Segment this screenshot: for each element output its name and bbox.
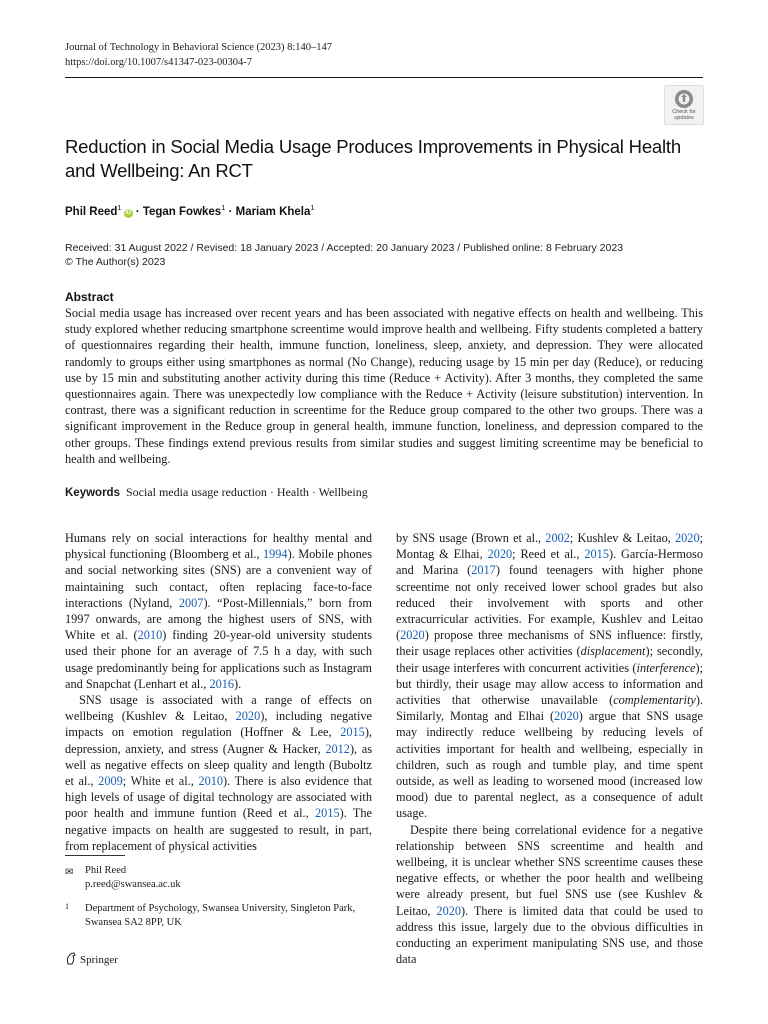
text-run: ; Montag & Elhai, bbox=[396, 531, 704, 562]
badge-line2: updates bbox=[674, 115, 694, 121]
history-dates: Received: 31 August 2022 / Revised: 18 January 2023 / Accepted: 20 January 2023 / Published online: 8 February 2023 bbox=[65, 242, 624, 254]
copyright: © The Author(s) 2023 bbox=[65, 256, 166, 268]
author-list bbox=[65, 203, 315, 218]
author-2-affiliation: 1 bbox=[221, 203, 226, 212]
envelope-icon: ✉ bbox=[65, 867, 74, 878]
journal-citation: Journal of Technology in Behavioral Science (2023) 8:140–147 bbox=[65, 42, 333, 53]
citation-link[interactable]: 2009 bbox=[98, 774, 123, 789]
citation-link[interactable]: 1994 bbox=[262, 547, 288, 562]
journal-header bbox=[65, 40, 332, 70]
text-run: ). bbox=[234, 676, 242, 691]
author-3[interactable]: Mariam Khela bbox=[235, 205, 311, 218]
corresponding-author bbox=[65, 864, 181, 891]
body-column-right bbox=[396, 530, 703, 967]
header-rule bbox=[65, 77, 703, 78]
abstract-text: Social media usage has increased over recent years and has been associated with negative effects on health and wellbeing. This study explored whether reducing smartphone screentime would improve health and wellbeing. Fifty students completed a battery of questionnaires regarding their health, immune function, loneliness, sleep, anxiety, and depression. They were allocated randomly to groups either using smartphones as normal (No Change), reducing usage by 15 min per day (Reduce), or reducing use by 15 min and substituting another activity during this time (Reduce + Activity). After 3 months, they completed the same questionnaires again. There was unexpectedly low compliance with the Reduce + Activity (leisure substitution) intervention. In contrast, there was a significant reduction in screentime for the Reduce group compared to the other two groups. There was a significant improvement in the Reduce group in general health, immune function, loneliness, and depression compared to the other groups. These findings extend previous results from similar studies and suggest limiting screentime may be beneficial to health and wellbeing. bbox=[65, 306, 703, 466]
citation-link[interactable]: 2020 bbox=[235, 709, 261, 724]
keywords-list: Social media usage reduction · Health · Wellbeing bbox=[125, 485, 368, 499]
contact-name: Phil Reed bbox=[85, 865, 127, 876]
text-run: ; Reed et al., bbox=[512, 547, 585, 562]
badge-line1: Check for bbox=[672, 109, 696, 115]
springer-horse-icon bbox=[65, 952, 77, 965]
author-2[interactable]: Tegan Fowkes bbox=[142, 205, 222, 218]
citation-link[interactable]: 2007 bbox=[178, 595, 204, 610]
author-1-affiliation: 1 bbox=[117, 203, 122, 212]
affiliation-number: 1 bbox=[65, 902, 69, 911]
keywords bbox=[65, 485, 368, 500]
publisher-name: Springer bbox=[80, 954, 118, 966]
text-run: ), including negative impacts on emotion regulation (Hoffner & Lee, bbox=[65, 709, 372, 740]
doi-link[interactable]: https://doi.org/10.1007/s41347-023-00304-7 bbox=[65, 57, 253, 68]
body-paragraph bbox=[65, 530, 372, 692]
text-run: ). Similarly, Montag and Elhai ( bbox=[396, 693, 703, 724]
text-run: ), depression, anxiety, and stress (Augner & Hacker, bbox=[65, 725, 372, 756]
text-run: ); but thirdly, their usage may allow access to information and activities that otherwise unavailable ( bbox=[396, 660, 703, 708]
orcid-icon[interactable]: iD bbox=[125, 209, 132, 216]
citation-link[interactable]: 2015 bbox=[315, 806, 340, 821]
text-run: ). Mobile phones and social networking sites (SNS) are a convenient way of maintaining such contact, often replacing face-to-face interactions (Nyland, bbox=[65, 547, 372, 610]
text-run: ). The negative impacts on health are suggested to result, in part, from replacement of physical activities bbox=[65, 806, 372, 853]
citation-link[interactable]: 2012 bbox=[325, 741, 350, 756]
emphasis-term: interference bbox=[636, 660, 696, 675]
check-for-updates-badge[interactable] bbox=[664, 85, 704, 125]
body-paragraph bbox=[65, 692, 372, 854]
author-separator: · bbox=[225, 205, 236, 218]
citation-link[interactable]: 2020 bbox=[675, 531, 700, 545]
citation-link[interactable]: 2020 bbox=[436, 903, 462, 918]
text-run: ). “Post-Millennials,” born from 1997 onwards, are among the highest users of SNS, with White et al. ( bbox=[65, 595, 372, 643]
text-run: SNS usage is associated with a range of effects on wellbeing (Kushlev & Leitao, bbox=[65, 693, 372, 724]
text-run: Humans rely on social interactions for healthy mental and physical functioning (Bloomberg et al., bbox=[65, 531, 372, 562]
body-paragraph bbox=[396, 530, 703, 822]
affiliation-text: Department of Psychology, Swansea University, Singleton Park, Swansea SA2 8PP, UK bbox=[85, 903, 356, 928]
check-for-updates-icon bbox=[674, 89, 694, 109]
author-3-affiliation: 1 bbox=[310, 203, 315, 212]
text-run: ). There is also evidence that high levels of usage of digital technology are associated with poor health and immune funtion (Reed et al., bbox=[65, 774, 372, 821]
paper-title: Reduction in Social Media Usage Produces Improvements in Physical Health and Wellbeing: An RCT bbox=[65, 136, 681, 181]
affiliation bbox=[65, 902, 365, 929]
citation-link[interactable]: 2010 bbox=[198, 774, 224, 789]
text-run: ) found teenagers with higher phone screentime not only received lower school grades but also reduced their involvement with sports and other extracurricular activities. For example, Kushlev and Leitao ( bbox=[396, 563, 703, 643]
text-run: ). García-Hermoso and Marina ( bbox=[396, 547, 703, 578]
keywords-label: Keywords bbox=[65, 487, 120, 499]
text-run: ) argue that SNS usage may indirectly reduce wellbeing by reducing levels of activities important for health and wellbeing, especially in children, such as rough and tumble play, and time spent outside, as well as leading to worsened mood (increased low mood) due to parental neglect, as a consequence of adult usage. bbox=[396, 709, 703, 821]
author-1[interactable]: Phil Reed bbox=[65, 205, 118, 218]
text-run: ; White et al., bbox=[122, 774, 199, 789]
citation-link[interactable]: 2015 bbox=[584, 547, 609, 562]
body-paragraph bbox=[396, 822, 703, 968]
author-separator: · bbox=[132, 205, 143, 218]
text-run: ); secondly, their usage interferes with concurrent activities ( bbox=[396, 644, 703, 675]
citation-link[interactable]: 2020 bbox=[487, 547, 513, 562]
abstract-heading: Abstract bbox=[65, 290, 114, 304]
text-run: ) finding 20-year-old university students used their phone for an average of 7.5 h a day, with such usage predominantly being for applications such as Instagram and Snapchat (Lenhart et al., bbox=[65, 628, 373, 691]
emphasis-term: displacement bbox=[580, 644, 646, 659]
text-run: by SNS usage (Brown et al., bbox=[396, 531, 546, 545]
citation-link[interactable]: 2017 bbox=[471, 563, 496, 578]
body-column-left bbox=[65, 530, 372, 854]
citation-link[interactable]: 2002 bbox=[545, 531, 570, 545]
text-run: ; Kushlev & Leitao, bbox=[569, 531, 675, 545]
text-run: ), as well as negative effects on sleep quality and length (Buboltz et al., bbox=[65, 741, 372, 789]
citation-link[interactable]: 2020 bbox=[554, 709, 579, 724]
footnote-rule bbox=[65, 855, 125, 856]
publisher-logo bbox=[65, 952, 118, 966]
text-run: Despite there being correlational evidence for a negative relationship between SNS screentime and health and wellbeing, it is unclear whether SNS screentime causes these negative effects, or whether the poor health and wellbeing were already present, but fuel SNS use (see Kushlev & Leitao, bbox=[396, 822, 703, 918]
citation-link[interactable]: 2015 bbox=[340, 725, 365, 740]
citation-link[interactable]: 2010 bbox=[137, 628, 163, 643]
publication-dates bbox=[65, 241, 623, 269]
emphasis-term: complementarity bbox=[613, 693, 696, 708]
text-run: ) propose three mechanisms of SNS influence: firstly, their usage replaces other activities ( bbox=[396, 628, 703, 659]
citation-link[interactable]: 2016 bbox=[209, 676, 235, 691]
contact-email[interactable]: p.reed@swansea.ac.uk bbox=[85, 878, 181, 890]
citation-link[interactable]: 2020 bbox=[400, 628, 425, 643]
text-run: ). There is limited data that could be used to address this issue, largely due to the obvious difficulties in conducting an experiment manipulating SNS use, and those data bbox=[396, 903, 703, 967]
